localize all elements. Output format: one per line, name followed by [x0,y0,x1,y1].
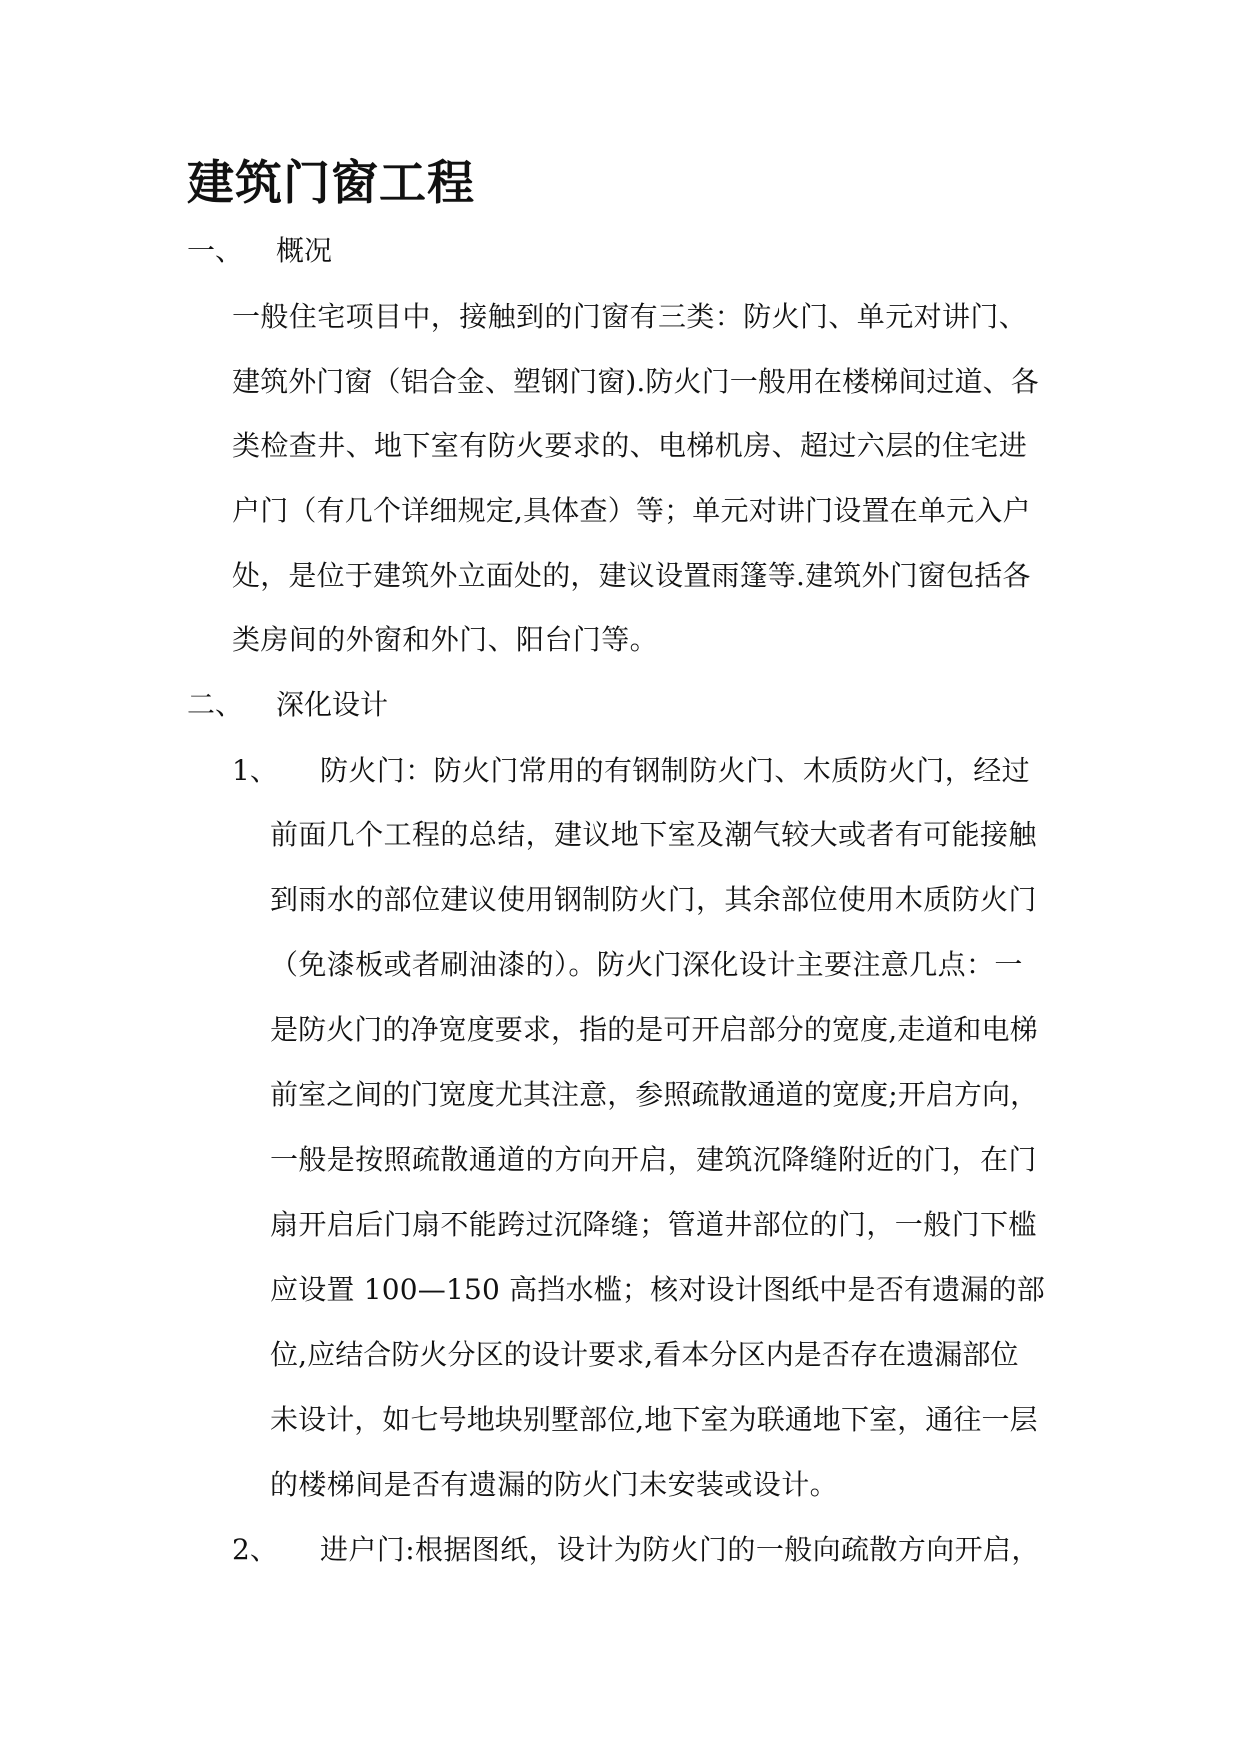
item-1-line: 位,应结合防火分区的设计要求,看本分区内是否存在遗漏部位 [270,1338,1019,1371]
paragraph-line: 户门（有几个详细规定,具体查）等；单元对讲门设置在单元入户 [232,494,1031,527]
section-1-heading: 概况 [276,234,333,267]
item-1-line: 前室之间的门宽度尤其注意，参照疏散通道的宽度;开启方向， [270,1078,1039,1111]
item-1-line: （免漆板或者刷油漆的）。防火门深化设计主要注意几点：一 [270,948,1023,981]
item-1-line: 是防火门的净宽度要求，指的是可开启部分的宽度,走道和电梯 [270,1013,1038,1046]
section-2-number: 二、 [187,688,244,721]
item-1-line: 前面几个工程的总结，建议地下室及潮气较大或者有可能接触 [270,818,1037,851]
paragraph-line: 处，是位于建筑外立面处的，建议设置雨篷等.建筑外门窗包括各 [232,559,1031,592]
item-1-line: 到雨水的部位建议使用钢制防火门，其余部位使用木质防火门 [270,883,1037,916]
item-1-line: 扇开启后门扇不能跨过沉降缝；管道井部位的门，一般门下槛 [270,1208,1037,1241]
section-1-number: 一、 [187,234,244,267]
item-2-number: 2、 [232,1533,278,1566]
paragraph-line: 一般住宅项目中，接触到的门窗有三类：防火门、单元对讲门、 [232,300,1028,333]
item-1-line: 一般是按照疏散通道的方向开启，建筑沉降缝附近的门，在门 [270,1143,1037,1176]
document-title: 建筑门窗工程 [187,156,475,211]
paragraph-line: 类房间的外窗和外门、阳台门等。 [232,623,659,656]
item-2-line: 进户门:根据图纸，设计为防火门的一般向疏散方向开启， [320,1533,1040,1566]
item-1-number: 1、 [232,754,278,787]
item-1-line: 应设置 100—150 高挡水槛；核对设计图纸中是否有遗漏的部 [270,1273,1045,1306]
item-1-line: 的楼梯间是否有遗漏的防火门未安装或设计。 [270,1468,839,1501]
paragraph-line: 建筑外门窗（铝合金、塑钢门窗).防火门一般用在楼梯间过道、各 [232,365,1039,398]
item-1-line: 未设计，如七号地块别墅部位,地下室为联通地下室，通往一层 [270,1403,1038,1436]
item-1-line: 防火门：防火门常用的有钢制防火门、木质防火门，经过 [320,754,1031,787]
section-2-heading: 深化设计 [276,688,389,721]
paragraph-line: 类检查井、地下室有防火要求的、电梯机房、超过六层的住宅进 [232,429,1028,462]
